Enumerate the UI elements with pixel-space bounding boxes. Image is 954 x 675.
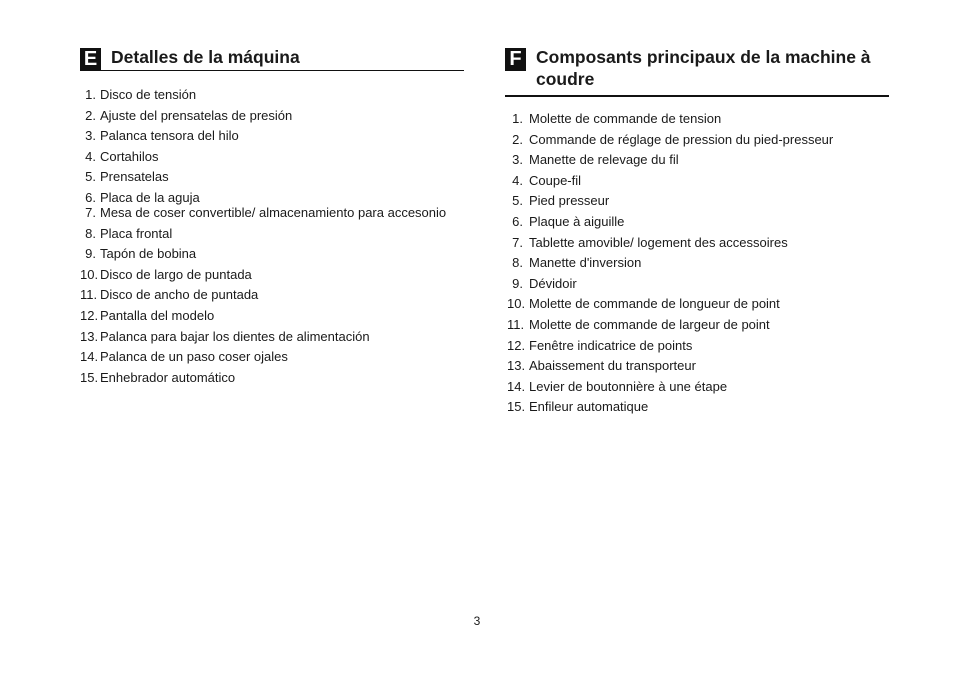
list-item: 1. Molette de commande de tension bbox=[512, 111, 722, 126]
list-item: 6. Placa de la aguja bbox=[85, 189, 200, 205]
section-title-line-2: coudre bbox=[536, 69, 595, 89]
section-header-spanish bbox=[80, 46, 464, 71]
list-item: 12. Pantalla del modelo bbox=[80, 307, 215, 323]
list-item: 7. Mesa de coser convertible/ almacenamiento para accesonio bbox=[85, 204, 447, 220]
list-item: 10. Molette de commande de longueur de point bbox=[507, 296, 780, 312]
list-item: 15. Enfileur automatique bbox=[507, 399, 649, 415]
list-item: 14. Levier de boutonnière à une étape bbox=[507, 378, 728, 394]
parts-list-spanish bbox=[80, 85, 464, 388]
list-item: 3. Manette de relevage du fil bbox=[512, 152, 679, 168]
language-badge-f: F bbox=[505, 48, 526, 71]
list-item: 15. Enhebrador automático bbox=[80, 369, 236, 385]
list-item: 6. Plaque à aiguille bbox=[512, 213, 625, 229]
section-title-line-1: Composants principaux de la machine à bbox=[536, 47, 871, 67]
section-title-spanish: Detalles de la máquina bbox=[111, 47, 300, 67]
list-item: 2. Ajuste del prensatelas de presión bbox=[85, 107, 293, 123]
list-item: 14. Palanca de un paso coser ojales bbox=[80, 349, 288, 365]
page-number: 3 bbox=[473, 614, 481, 628]
list-item: 1. Disco de tensión bbox=[85, 87, 197, 102]
list-item: 7. Tablette amovible/ logement des accessoires bbox=[512, 234, 788, 250]
list-item: 9. Dévidoir bbox=[512, 275, 577, 291]
section-title-french bbox=[536, 46, 889, 90]
list-item: 8. Placa frontal bbox=[85, 225, 173, 241]
list-item: 4. Cortahilos bbox=[85, 148, 159, 164]
list-item: 3. Palanca tensora del hilo bbox=[85, 128, 239, 144]
list-item: 9. Tapón de bobina bbox=[85, 246, 197, 262]
list-item: 2. Commande de réglage de pression du pied-presseur bbox=[512, 131, 834, 147]
language-badge-e: E bbox=[80, 48, 101, 71]
list-item: 5. Prensatelas bbox=[85, 169, 169, 185]
list-item: 5. Pied presseur bbox=[512, 193, 610, 209]
section-french bbox=[505, 46, 889, 418]
section-spanish bbox=[80, 46, 464, 388]
list-item: 11. Disco de ancho de puntada bbox=[80, 287, 259, 303]
list-item: 12. Fenêtre indicatrice de points bbox=[507, 337, 693, 353]
section-header-french bbox=[505, 46, 889, 97]
parts-list-french bbox=[505, 109, 889, 418]
list-item: 11. Molette de commande de largeur de point bbox=[507, 316, 770, 332]
list-item: 4. Coupe-fil bbox=[512, 172, 582, 188]
list-item: 13. Palanca para bajar los dientes de alimentación bbox=[80, 328, 370, 344]
list-item: 13. Abaissement du transporteur bbox=[507, 358, 696, 374]
list-item: 8. Manette d'inversion bbox=[512, 255, 642, 271]
list-item: 10. Disco de largo de puntada bbox=[80, 266, 252, 282]
